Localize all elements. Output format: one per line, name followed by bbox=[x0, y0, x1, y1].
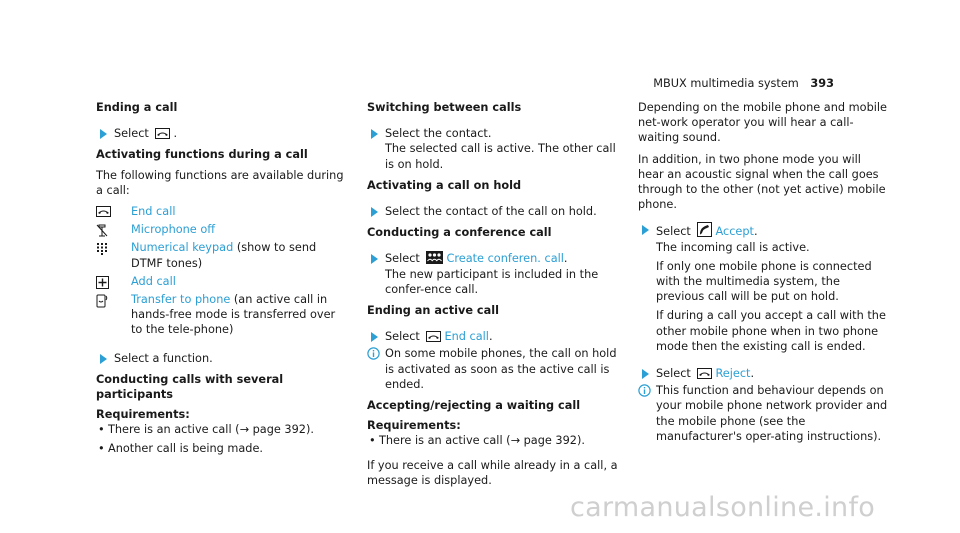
watermark: carmanualsonline.info bbox=[570, 492, 876, 523]
heading-call-on-hold: Activating a call on hold bbox=[367, 178, 522, 192]
page-number: 393 bbox=[810, 77, 834, 90]
add-call-link: Add call bbox=[131, 274, 176, 288]
end-call-icon bbox=[155, 128, 170, 139]
heading-conducting-calls: Conducting calls with several participants bbox=[96, 372, 284, 402]
numerical-keypad-icon bbox=[96, 242, 108, 255]
end-call-icon bbox=[96, 206, 111, 217]
heading-ending-active-call: Ending an active call bbox=[367, 304, 499, 318]
step-arrow-icon bbox=[371, 254, 378, 264]
note-network-provider: This function and behaviour depends on your mobile phone network provider and the mobile phone (see the manufacturer's oper-ating instructions). bbox=[638, 383, 888, 444]
function-item-end-call bbox=[96, 204, 346, 219]
microphone-off-icon bbox=[96, 224, 108, 237]
step-select-function: Select a function. bbox=[96, 351, 346, 366]
step-arrow-icon bbox=[642, 369, 649, 379]
end-call-link: End call bbox=[131, 205, 176, 219]
heading-waiting-call: Accepting/rejecting a waiting call bbox=[367, 399, 581, 413]
waiting-call-body: If you receive a call while already in a call, a message is displayed. bbox=[367, 458, 618, 487]
create-conference-link: Create conferen. call bbox=[446, 252, 564, 266]
microphone-off-link: Microphone off bbox=[131, 223, 216, 237]
requirements-label: Requirements: bbox=[367, 419, 461, 433]
page-header bbox=[653, 76, 834, 91]
transfer-to-phone-icon bbox=[96, 294, 108, 308]
info-icon bbox=[638, 384, 651, 397]
step-select-hold-contact: Select the contact of the call on hold. bbox=[367, 204, 622, 219]
step-select-contact: Select the contact. The selected call is active. The other call is on hold. bbox=[367, 126, 622, 172]
call-waiting-intro: Depending on the mobile phone and mobile net-work operator you will hear a call-waiting sound. bbox=[638, 101, 887, 145]
column-3 bbox=[638, 100, 888, 450]
end-call-icon bbox=[426, 331, 441, 342]
note-hold-activation: On some mobile phones, the call on hold is activated as soon as the active call is ended. bbox=[367, 346, 622, 392]
step-arrow-icon bbox=[371, 207, 378, 217]
heading-activating-functions: Activating functions during a call bbox=[96, 148, 308, 162]
header-title: MBUX multimedia system bbox=[653, 77, 799, 90]
two-phone-intro: In addition, in two phone mode you will hear an acoustic signal when the call goes through to the other (not yet active) mobile phone. bbox=[638, 152, 886, 212]
add-call-icon bbox=[96, 276, 109, 289]
function-item-add-call bbox=[96, 274, 346, 289]
info-icon bbox=[367, 347, 380, 360]
step-arrow-icon bbox=[642, 225, 649, 235]
function-item-microphone-off bbox=[96, 222, 346, 237]
step-reject-call: Select Reject. bbox=[638, 366, 888, 381]
step-select-end: Select . bbox=[96, 126, 346, 141]
requirement-item: • There is an active call (→ page 392). bbox=[96, 422, 346, 437]
activating-intro: The following functions are available during a call: bbox=[96, 168, 344, 197]
step-accept-call: Select Accept. The incoming call is active. If only one mobile phone is connected with the multimedia system, the previous call will be put on hold. If during a call you accept a call with the other mobile phone when in two phone mode then the existing call is ended. bbox=[638, 222, 888, 354]
accept-link: Accept bbox=[715, 225, 754, 239]
step-arrow-icon bbox=[100, 129, 107, 139]
reject-call-icon bbox=[697, 368, 712, 379]
heading-conference-call: Conducting a conference call bbox=[367, 226, 552, 240]
function-item-transfer-to-phone: Transfer to phone (an active call in hands-free mode is transferred over to the tele-phone) bbox=[96, 292, 346, 338]
requirement-item: • Another call is being made. bbox=[96, 441, 346, 456]
numerical-keypad-link: Numerical keypad bbox=[131, 241, 234, 255]
requirements-label: Requirements: bbox=[96, 408, 190, 422]
heading-switching-calls: Switching between calls bbox=[367, 101, 522, 114]
step-arrow-icon bbox=[371, 129, 378, 139]
conference-call-icon bbox=[426, 251, 443, 264]
column-1 bbox=[96, 100, 346, 459]
end-call-link: End call bbox=[444, 330, 489, 344]
requirement-item: • There is an active call (→ page 392). bbox=[367, 433, 622, 448]
heading-ending-call: Ending a call bbox=[96, 101, 178, 114]
accept-call-icon bbox=[697, 222, 712, 237]
column-2 bbox=[367, 100, 622, 488]
step-end-active-call: Select End call. bbox=[367, 329, 622, 344]
reject-link: Reject bbox=[715, 367, 751, 381]
transfer-to-phone-link: Transfer to phone bbox=[131, 293, 231, 307]
step-create-conference: Select Create conferen. call. The new participant is included in the confer-ence call. bbox=[367, 251, 622, 297]
function-item-numerical-keypad: Numerical keypad (show to send DTMF tones) bbox=[96, 240, 346, 270]
step-arrow-icon bbox=[371, 332, 378, 342]
step-arrow-icon bbox=[100, 354, 107, 364]
